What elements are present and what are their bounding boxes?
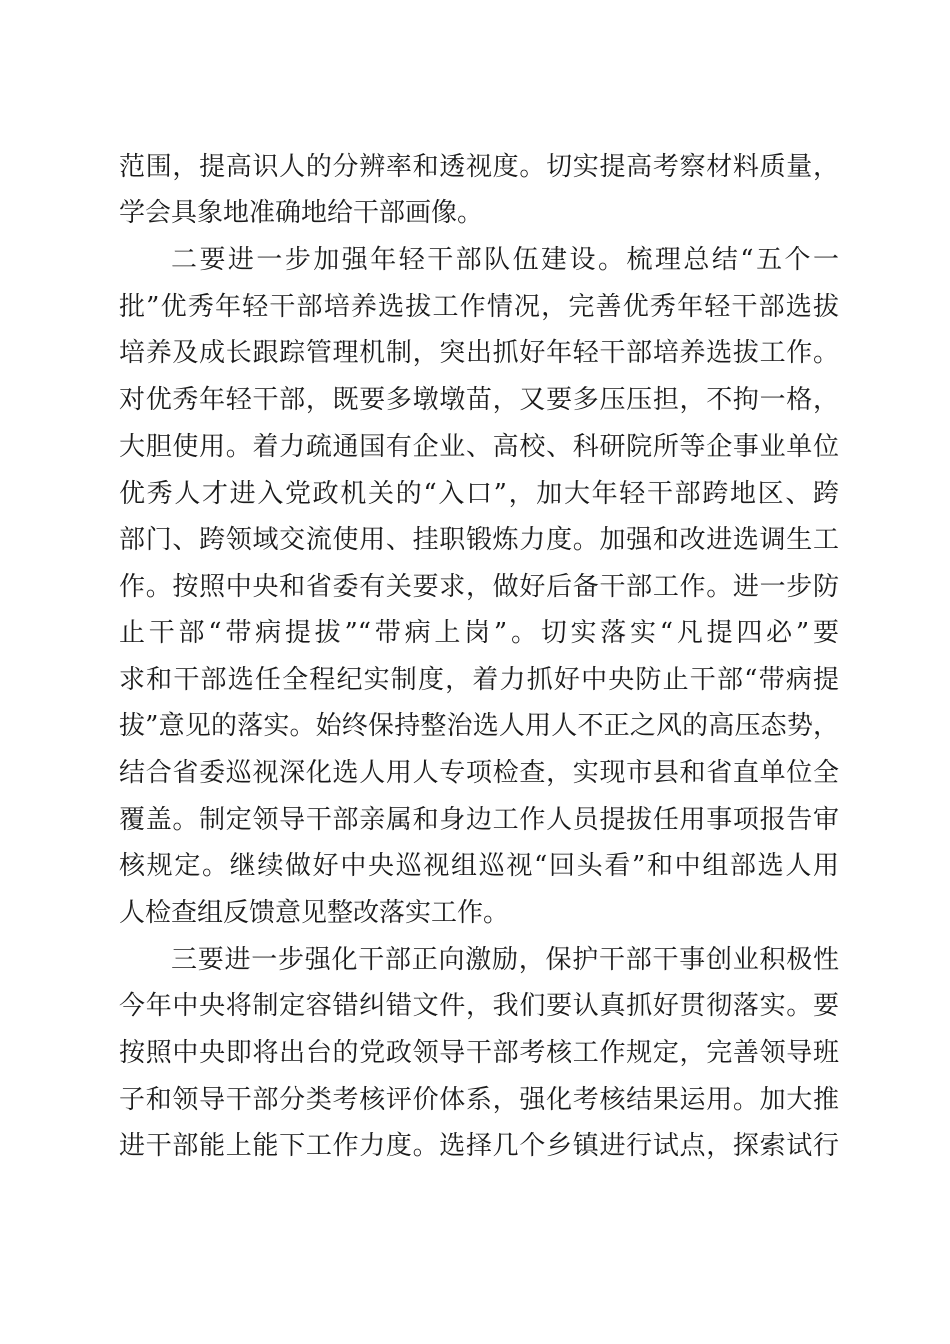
text-line: 子和领导干部分类考核评价体系，强化考核结果运用。加大推 xyxy=(119,1085,839,1115)
text-line: 学会具象地准确地给干部画像。 xyxy=(119,198,484,228)
text-line: 作。按照中央和省委有关要求，做好后备干部工作。进一步防 xyxy=(119,572,839,602)
text-line: 按照中央即将出台的党政领导干部考核工作规定，完善领导班 xyxy=(119,1038,839,1068)
text-line: 部门、跨领域交流使用、挂职锻炼力度。加强和改进选调生工 xyxy=(119,525,839,555)
text-line: 优秀人才进入党政机关的“入口”，加大年轻干部跨地区、跨 xyxy=(119,479,839,509)
text-line: 今年中央将制定容错纠错文件，我们要认真抓好贯彻落实。要 xyxy=(119,991,839,1021)
text-line: 求和干部选任全程纪实制度，着力抓好中央防止干部“带病提 xyxy=(119,665,839,695)
paragraph-start-line: 二要进一步加强年轻干部队伍建设。梳理总结“五个一 xyxy=(171,245,839,275)
text-line: 批”优秀年轻干部培养选拔工作情况，完善优秀年轻干部选拔 xyxy=(119,292,839,322)
paragraph-start-line: 三要进一步强化干部正向激励，保护干部干事创业积极性 xyxy=(171,945,839,975)
text-line: 对优秀年轻干部，既要多墩墩苗，又要多压压担，不拘一格， xyxy=(119,385,839,415)
text-line: 大胆使用。着力疏通国有企业、高校、科研院所等企事业单位 xyxy=(119,432,839,462)
text-line: 拔”意见的落实。始终保持整治选人用人不正之风的高压态势， xyxy=(119,711,839,741)
text-line: 人检查组反馈意见整改落实工作。 xyxy=(119,898,510,928)
text-line: 进干部能上能下工作力度。选择几个乡镇进行试点，探索试行 xyxy=(119,1131,839,1161)
text-line: 核规定。继续做好中央巡视组巡视“回头看”和中组部选人用 xyxy=(119,851,839,881)
text-line: 止干部“带病提拔”“带病上岗”。切实落实“凡提四必”要 xyxy=(119,618,839,648)
text-line: 培养及成长跟踪管理机制，突出抓好年轻干部培养选拔工作。 xyxy=(119,338,839,368)
text-line: 结合省委巡视深化选人用人专项检查，实现市县和省直单位全 xyxy=(119,758,839,788)
text-line: 覆盖。制定领导干部亲属和身边工作人员提拔任用事项报告审 xyxy=(119,805,839,835)
text-line: 范围，提高识人的分辨率和透视度。切实提高考察材料质量， xyxy=(119,152,839,182)
